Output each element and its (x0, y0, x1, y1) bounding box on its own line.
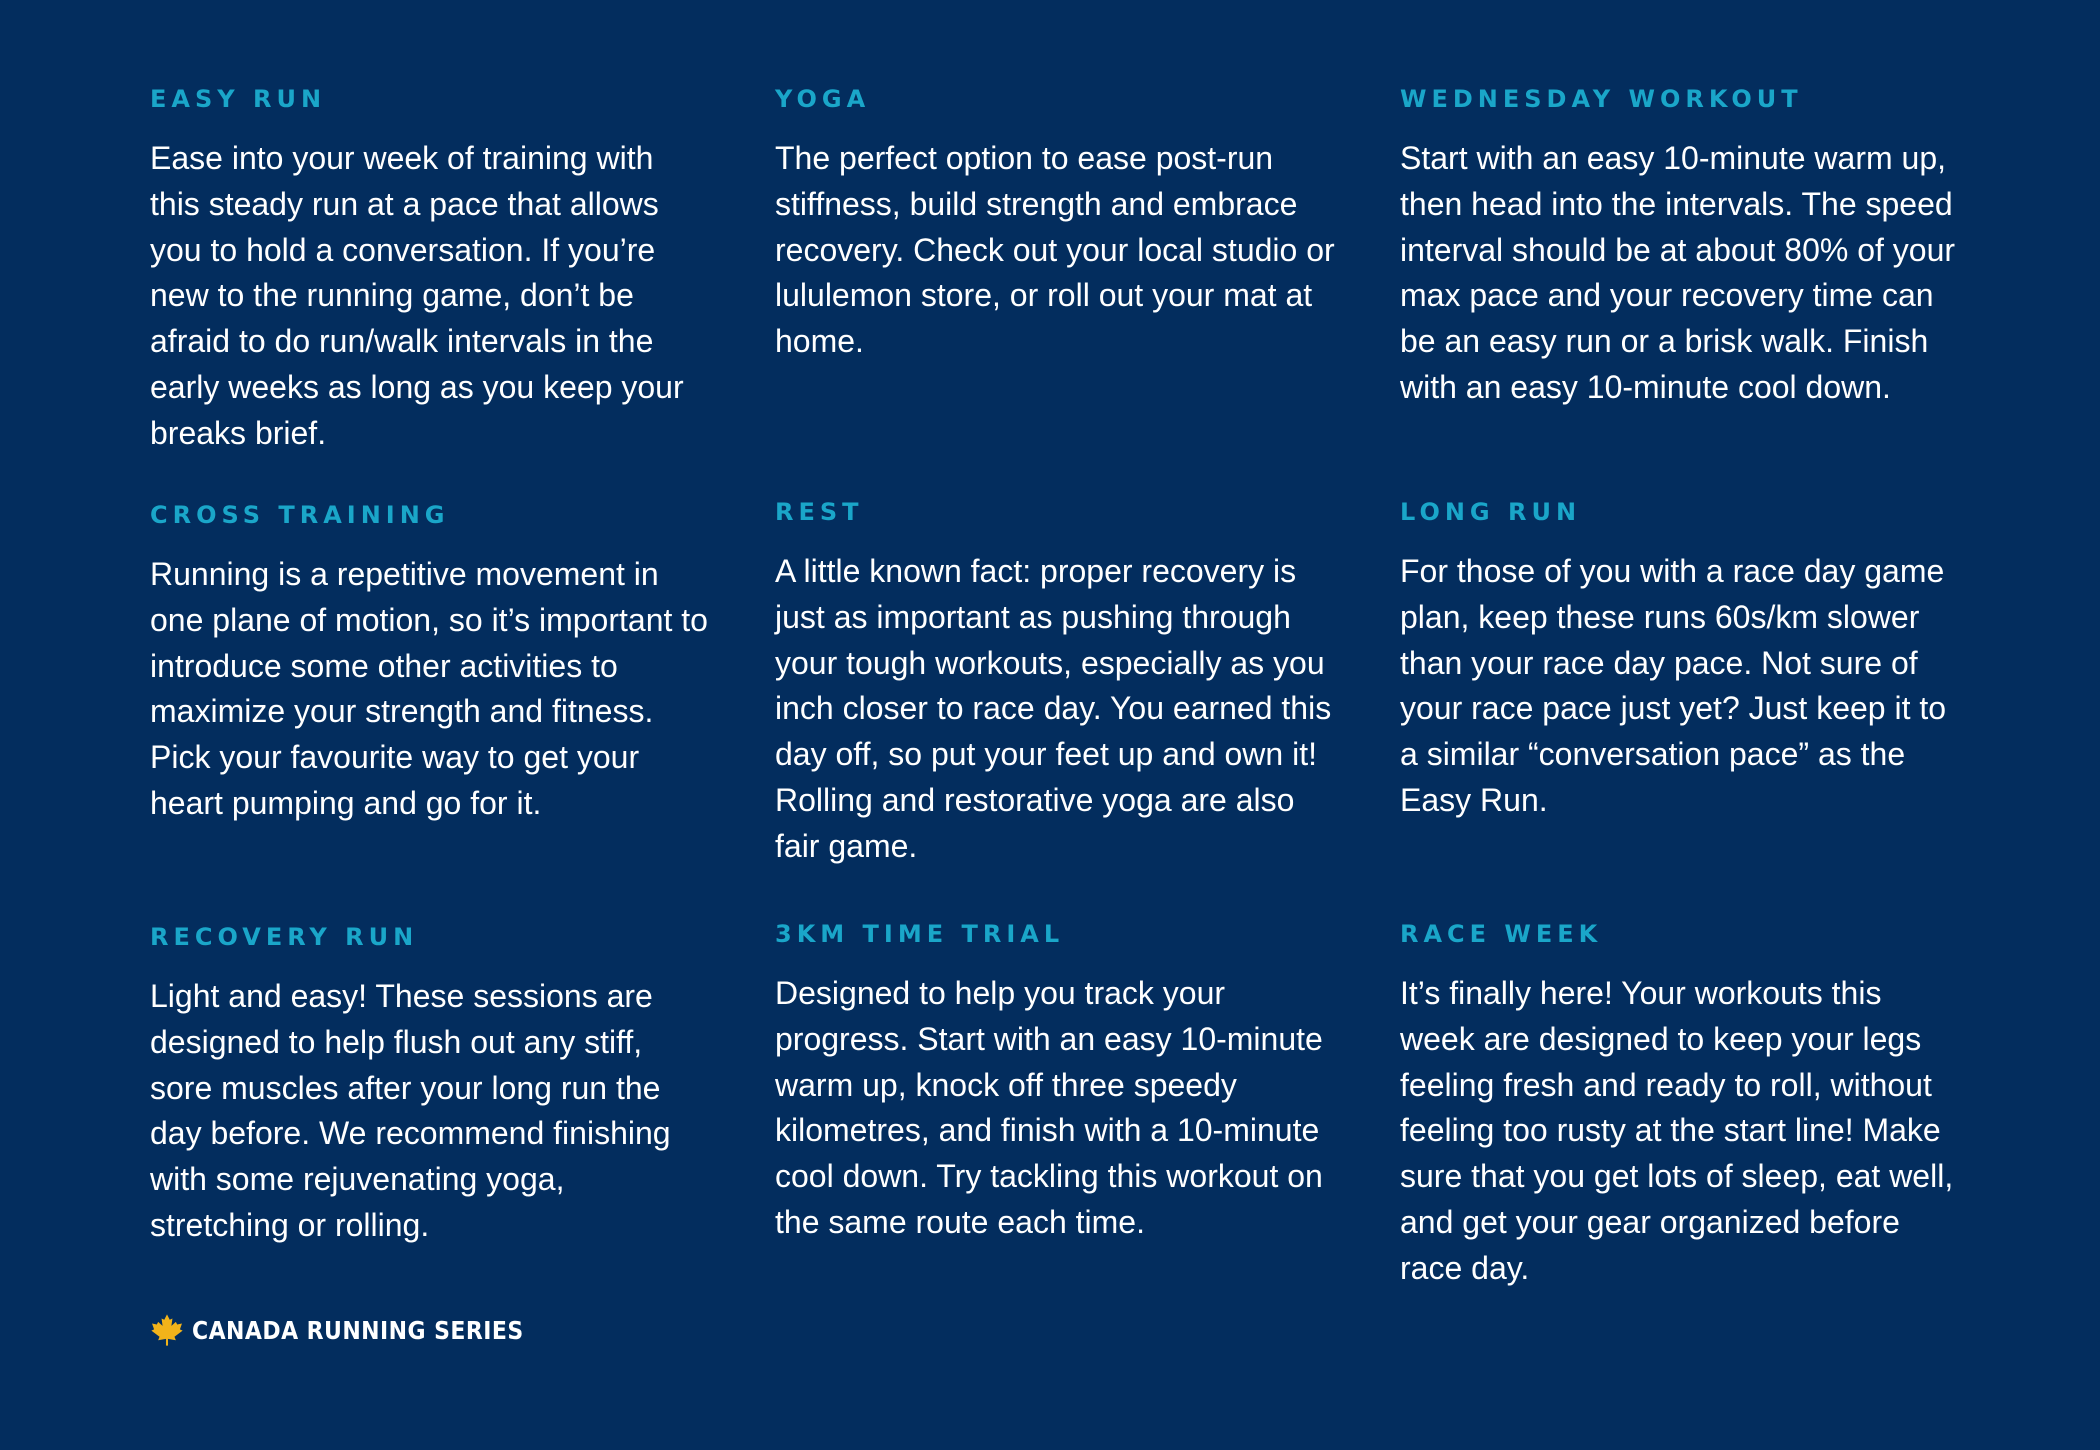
section-long-run (1400, 497, 1960, 824)
section-wednesday-workout (1400, 84, 1960, 411)
section-heading: 3KM TIME TRIAL (775, 920, 1065, 948)
brand-name: CANADA RUNNING SERIES (192, 1315, 524, 1345)
section-body: Designed to help you track your progress. Start with an easy 10-minute warm up, knock off three speedy kilometres, and finish with a 10-minute cool down. Try tackling this workout on the same route each time. (775, 975, 1323, 1240)
section-heading: LONG RUN (1400, 498, 1582, 526)
section-body: For those of you with a race day game plan, keep these runs 60s/km slower than your race day pace. Not sure of your race pace just yet? Just keep it to a similar “conversation pace” as the Easy Run. (1400, 553, 1947, 818)
section-race-week (1400, 919, 1960, 1292)
section-body: Start with an easy 10-minute warm up, then head into the intervals. The speed interval should be at about 80% of your max pace and your recovery time can be an easy run or a brisk walk. Finish with an easy 10-minute cool down. (1400, 140, 1956, 405)
section-rest (775, 497, 1335, 870)
section-heading: WEDNESDAY WORKOUT (1400, 85, 1803, 113)
section-body: A little known fact: proper recovery is just as important as pushing through your tough workouts, especially as you inch closer to race day. You earned this day off, so put your feet up and own it! Rolling and restorative yoga are also fair game. (775, 553, 1332, 864)
section-cross-training (150, 500, 710, 827)
maple-leaf-icon (150, 1313, 184, 1347)
section-body: It’s finally here! Your workouts this week are designed to keep your legs feeling fresh and ready to roll, without feeling too rusty at the start line! Make sure that you get lots of sleep, eat well, and get your gear organized before race day. (1400, 975, 1954, 1286)
section-body: Running is a repetitive movement in one plane of motion, so it’s important to introduce some other activities to maximize your strength and fitness. Pick your favourite way to get your heart pumping and go for it. (150, 556, 708, 821)
section-yoga (775, 84, 1335, 365)
section-easy-run (150, 84, 710, 457)
section-recovery-run (150, 922, 710, 1249)
section-heading: EASY RUN (150, 85, 327, 113)
section-heading: YOGA (775, 85, 871, 113)
section-heading: RACE WEEK (1400, 920, 1603, 948)
section-body: Ease into your week of training with this steady run at a pace that allows you to hold a conversation. If you’re new to the running game, don’t be afraid to do run/walk intervals in the early weeks as long as you keep your breaks brief. (150, 140, 684, 451)
brand-logo (150, 1313, 569, 1347)
section-3km-time-trial (775, 919, 1335, 1246)
section-body: Light and easy! These sessions are designed to help flush out any stiff, sore muscles after your long run the day before. We recommend finishing with some rejuvenating yoga, stretching or rolling. (150, 978, 671, 1243)
section-heading: CROSS TRAINING (150, 501, 450, 529)
section-body: The perfect option to ease post-run stiffness, build strength and embrace recovery. Check out your local studio or lululemon store, or roll out your mat at home. (775, 140, 1335, 360)
section-heading: RECOVERY RUN (150, 923, 419, 951)
section-heading: REST (775, 498, 864, 526)
